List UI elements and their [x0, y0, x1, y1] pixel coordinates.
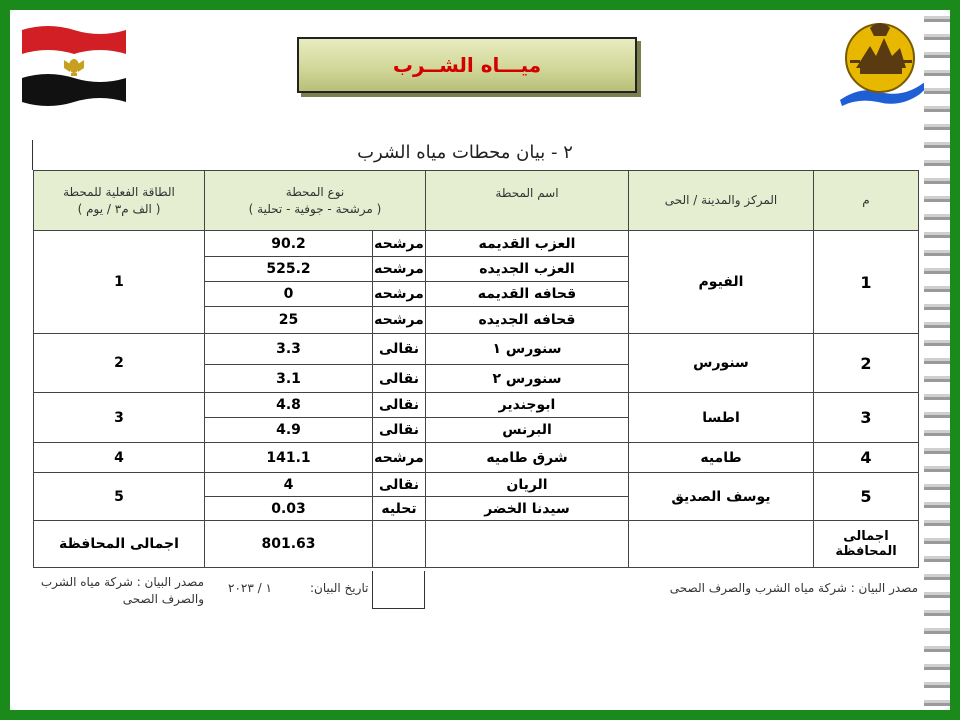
header-num: م: [814, 171, 919, 231]
header-capacity-line2: ( الف م٣ / يوم ): [77, 201, 161, 216]
table-header-row: [34, 171, 919, 231]
total-empty-cell: [373, 521, 426, 568]
decorative-film-strip: [924, 10, 950, 710]
cell-capacity: 0: [205, 282, 373, 307]
cell-type: مرشحه: [373, 231, 426, 257]
cell-count: 4: [34, 443, 205, 473]
table-row: [34, 334, 919, 365]
cell-type: نقالى: [373, 393, 426, 418]
cell-type: نقالى: [373, 334, 426, 365]
cell-center: طاميه: [629, 443, 814, 473]
title-banner: [297, 37, 637, 93]
cell-capacity: 90.2: [205, 231, 373, 257]
cell-num: 3: [814, 393, 919, 443]
cell-num: 4: [814, 443, 919, 473]
header-type: [205, 171, 426, 231]
cell-capacity: 4.8: [205, 393, 373, 418]
page-title: ميـــاه الشــرب: [392, 53, 542, 77]
cell-num: 5: [814, 473, 919, 521]
cell-center: الفيوم: [629, 231, 814, 334]
cell-num: 1: [814, 231, 919, 334]
header-center: المركز والمدينة / الحى: [629, 171, 814, 231]
total-empty-cell: [629, 521, 814, 568]
cell-center: سنورس: [629, 334, 814, 393]
cell-station: ابوجندير: [426, 393, 629, 418]
cell-capacity: 25: [205, 307, 373, 334]
cell-capacity: 3.1: [205, 365, 373, 393]
cell-station: سنورس ١: [426, 334, 629, 365]
table-row: [34, 443, 919, 473]
cell-station: البرنس: [426, 418, 629, 443]
source-note-left: مصدر البيان : شركة مياه الشرب والصرف الصحى: [40, 575, 204, 606]
total-label-right: اجمالى المحافظة: [814, 521, 919, 568]
cell-count: 2: [34, 334, 205, 393]
cell-capacity: 4: [205, 473, 373, 497]
cell-capacity: 4.9: [205, 418, 373, 443]
cell-capacity: 0.03: [205, 497, 373, 521]
cell-type: مرشحه: [373, 307, 426, 334]
total-label-left: اجمالى المحافظة: [34, 521, 205, 568]
header-capacity-line1: الطاقة الفعلية للمحطة: [63, 184, 175, 199]
cell-capacity: 141.1: [205, 443, 373, 473]
cell-type: نقالى: [373, 365, 426, 393]
cell-station: العزب القديمه: [426, 231, 629, 257]
stations-table: [33, 170, 919, 568]
header-type-line2: ( مرشحة - جوفية - تحلية ): [248, 201, 382, 216]
cell-type: مرشحه: [373, 443, 426, 473]
cell-station: قحافه الجديده: [426, 307, 629, 334]
cell-count: 5: [34, 473, 205, 521]
date-label: تاريخ البيان:: [310, 581, 369, 595]
table-row: [34, 393, 919, 418]
frame-line: [424, 571, 425, 609]
source-note-right: مصدر البيان : شركة مياه الشرب والصرف الصحى: [669, 581, 918, 595]
cell-station: سنورس ٢: [426, 365, 629, 393]
cell-capacity: 3.3: [205, 334, 373, 365]
header-station: اسم المحطة: [426, 171, 629, 231]
total-empty-cell: [426, 521, 629, 568]
total-value: 801.63: [205, 521, 373, 568]
cell-type: نقالى: [373, 418, 426, 443]
frame-line: [372, 571, 373, 609]
cell-station: سيدنا الخضر: [426, 497, 629, 521]
table-total-row: [34, 521, 919, 568]
frame-line: [372, 608, 425, 609]
cell-capacity: 525.2: [205, 257, 373, 282]
header-type-line1: نوع المحطة: [285, 184, 345, 199]
cell-type: مرشحه: [373, 257, 426, 282]
egypt-flag-icon: [18, 20, 128, 112]
cell-num: 2: [814, 334, 919, 393]
cell-station: العزب الجديده: [426, 257, 629, 282]
cell-station: قحافه القديمه: [426, 282, 629, 307]
table-row: [34, 231, 919, 257]
cell-station: شرق طاميه: [426, 443, 629, 473]
table-title: ٢ - بيان محطات مياه الشرب: [357, 142, 573, 163]
cell-center: اطسا: [629, 393, 814, 443]
cell-type: مرشحه: [373, 282, 426, 307]
cell-center: يوسف الصديق: [629, 473, 814, 521]
cell-count: 1: [34, 231, 205, 334]
date-value: ١ / ٢٠٢٣: [228, 581, 272, 595]
slide: [10, 10, 950, 710]
cell-type: نقالى: [373, 473, 426, 497]
cell-station: الريان: [426, 473, 629, 497]
cell-type: تحليه: [373, 497, 426, 521]
header-capacity: [34, 171, 205, 231]
frame-line: [32, 140, 33, 170]
cell-count: 3: [34, 393, 205, 443]
table-row: [34, 473, 919, 497]
